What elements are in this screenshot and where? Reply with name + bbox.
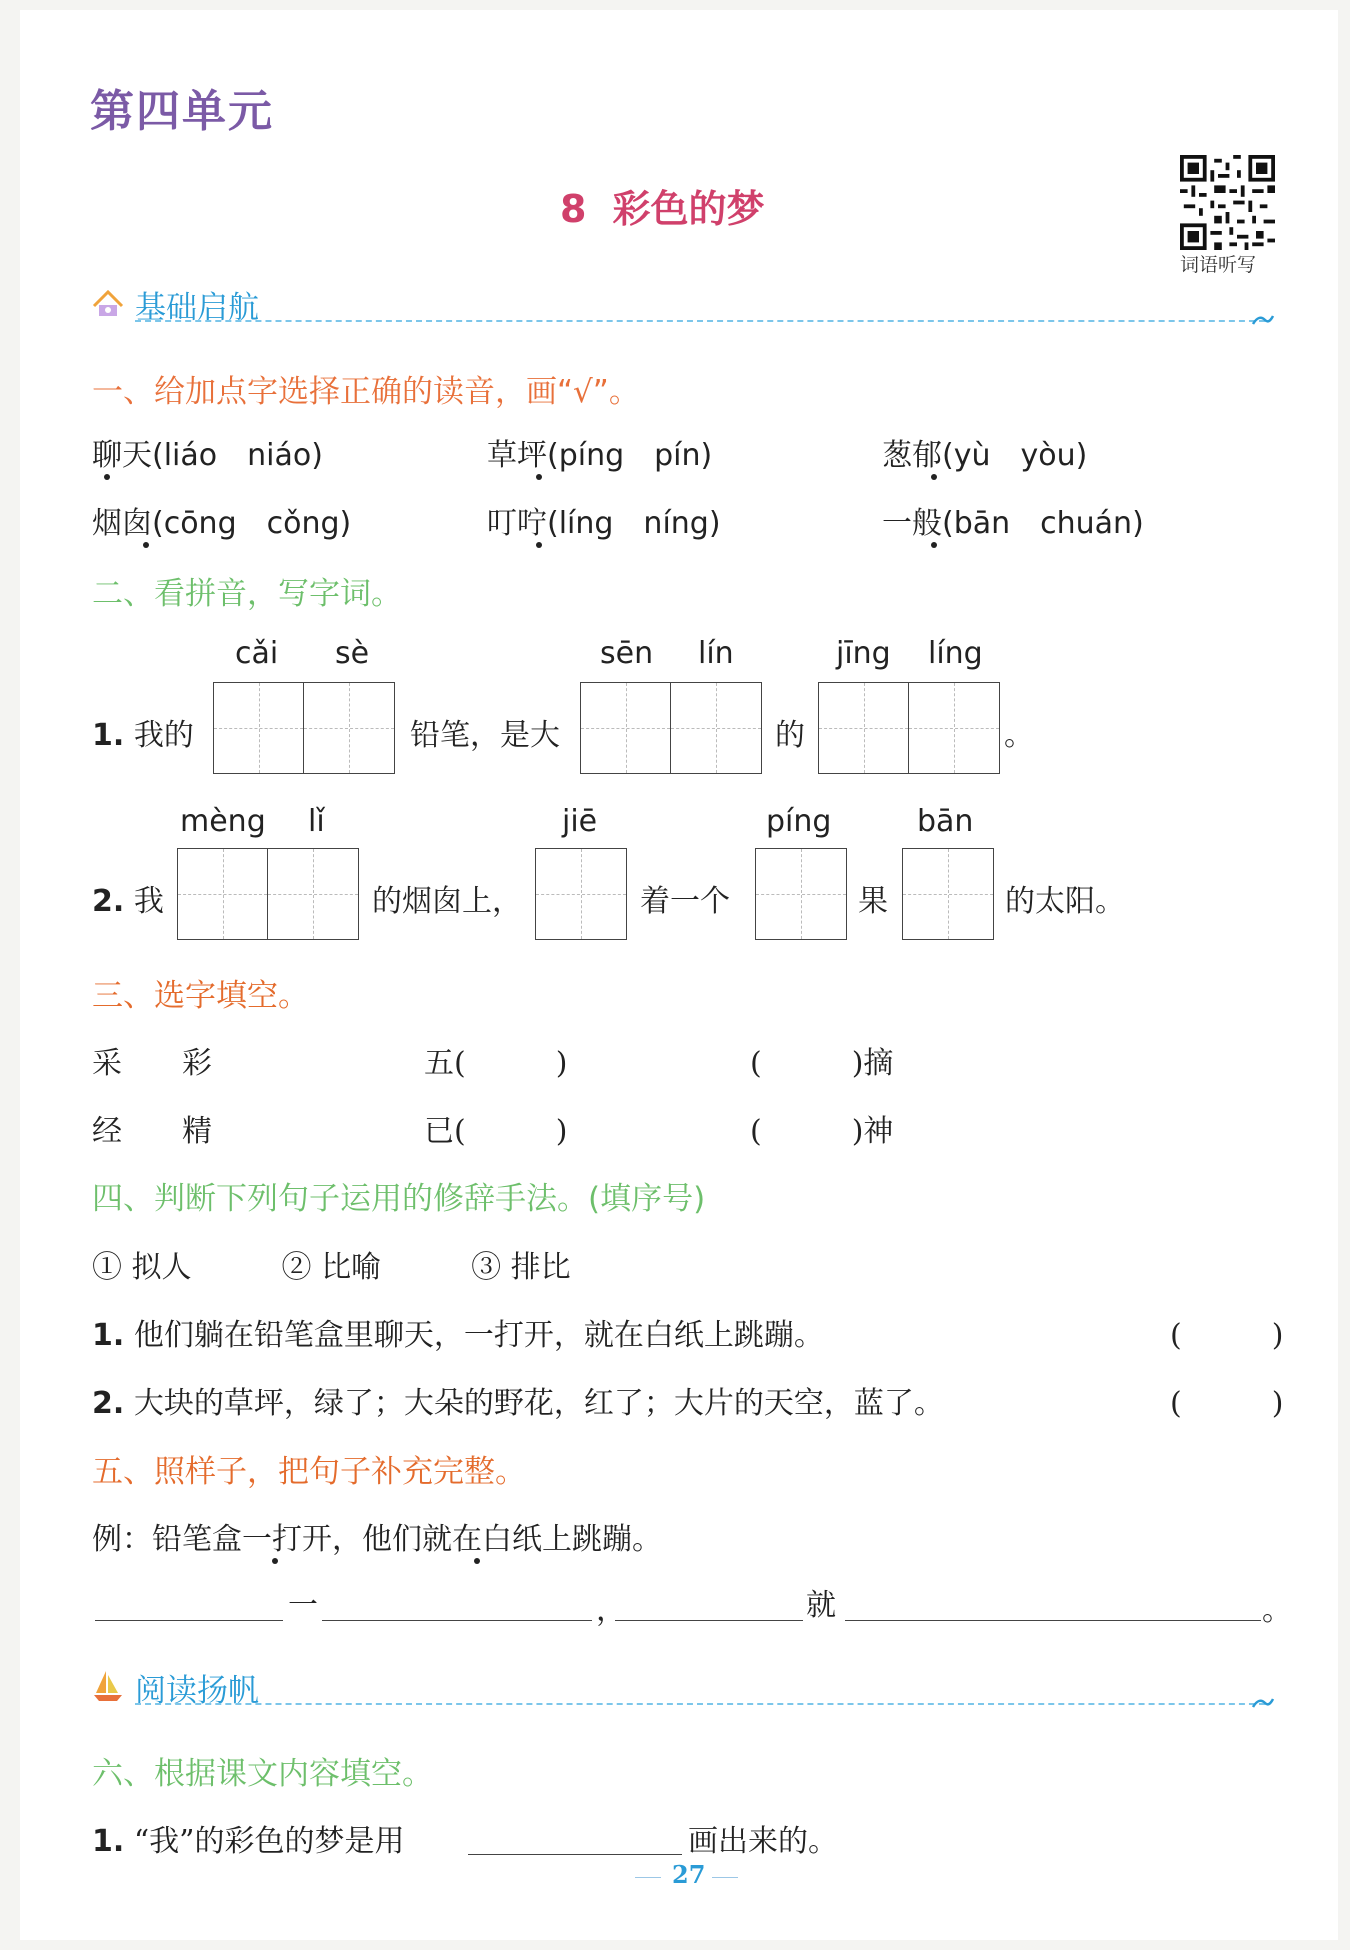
q1-item xyxy=(92,498,351,542)
pinyin: jiē xyxy=(562,804,598,839)
writing-grid[interactable] xyxy=(213,682,395,774)
pinyin: mèng xyxy=(180,804,266,839)
q1-item xyxy=(487,430,712,474)
q1-word: 草坪 xyxy=(487,438,547,473)
answer-paren[interactable]: ( ) xyxy=(1170,1386,1284,1421)
q2-s2 xyxy=(92,876,164,920)
writing-grid[interactable] xyxy=(535,848,627,940)
q1-item xyxy=(92,430,323,474)
item-number: 1. xyxy=(92,1824,125,1859)
q1-item xyxy=(882,430,1087,474)
connector-word: 就 xyxy=(806,1588,836,1623)
writing-grid[interactable] xyxy=(902,848,994,940)
section-divider xyxy=(135,1703,1265,1705)
sentence-text: 的太阳。 xyxy=(1005,884,1125,919)
q1-options: (bān chuán) xyxy=(942,506,1144,541)
unit-title: 第四单元 xyxy=(90,86,274,137)
qr-label: 词语听写 xyxy=(1180,254,1257,276)
sentence-text: 画出来的。 xyxy=(688,1824,838,1859)
punctuation: ， xyxy=(596,1593,626,1628)
section-label-basics: 基础启航 xyxy=(135,290,259,326)
section-label-reading: 阅读扬帆 xyxy=(135,1673,259,1709)
sentence-text: 。 xyxy=(1004,718,1034,753)
q1-options: (liáo niáo) xyxy=(152,438,323,473)
pinyin: píng xyxy=(766,804,832,839)
answer-line[interactable] xyxy=(468,1854,682,1855)
fill-blank[interactable]: ( )神 xyxy=(750,1114,894,1149)
answer-paren[interactable]: ( ) xyxy=(1170,1318,1284,1353)
pinyin: lín xyxy=(698,636,734,671)
item-number: 2. xyxy=(92,884,125,919)
sentence-text: 他们躺在铅笔盒里聊天，一打开，就在白纸上跳蹦。 xyxy=(133,1318,824,1353)
fill-blank[interactable]: 已( ) xyxy=(424,1114,568,1149)
q2-heading: 二、看拼音，写字词。 xyxy=(92,576,402,612)
q3-heading: 三、选字填空。 xyxy=(92,978,309,1014)
emphasis-dot xyxy=(536,474,542,480)
writing-grid[interactable] xyxy=(755,848,847,940)
answer-line[interactable] xyxy=(322,1620,592,1621)
fill-blank[interactable]: ( )摘 xyxy=(750,1046,894,1081)
pinyin: lǐ xyxy=(308,804,325,839)
wave-icon xyxy=(1251,310,1275,328)
pinyin: líng xyxy=(928,636,983,671)
q1-heading: 一、给加点字选择正确的读音，画“√”。 xyxy=(92,374,640,410)
q6-s1 xyxy=(92,1816,405,1860)
pinyin: sēn xyxy=(600,636,654,671)
q1-options: (cōng cǒng) xyxy=(152,506,352,541)
sentence-text: 大块的草坪，绿了；大朵的野花，红了；大片的天空，蓝了。 xyxy=(133,1386,944,1421)
sentence-text: 的烟囱上， xyxy=(372,884,522,919)
example-sentence: 例：铅笔盒一打开，他们就在白纸上跳蹦。 xyxy=(92,1522,662,1557)
q1-word: 一般 xyxy=(882,506,942,541)
item-number: 1. xyxy=(92,1318,125,1353)
sailboat-icon xyxy=(90,1667,126,1703)
q1-item xyxy=(487,498,721,542)
sentence-text: 我的 xyxy=(133,718,194,753)
q1-word: 聊天 xyxy=(92,438,152,473)
footer-rule xyxy=(712,1877,738,1878)
rhetoric-options: ① 拟人 ② 比喻 ③ 排比 xyxy=(92,1250,571,1285)
punctuation: 。 xyxy=(1262,1593,1292,1628)
q2-s1 xyxy=(92,710,194,754)
sentence-text: 的 xyxy=(775,718,805,753)
char-pair: 经 精 xyxy=(92,1114,212,1149)
item-number: 2. xyxy=(92,1386,125,1421)
lesson-name: 彩色的梦 xyxy=(612,187,765,231)
answer-line[interactable] xyxy=(95,1620,283,1621)
q1-options: (píng pín) xyxy=(547,438,713,473)
emphasis-dot xyxy=(272,1558,278,1564)
qr-code-icon[interactable] xyxy=(1180,155,1275,250)
q4-heading: 四、判断下列句子运用的修辞手法。(填序号) xyxy=(92,1181,706,1217)
emphasis-dot xyxy=(104,474,110,480)
q5-heading: 五、照样子，把句子补充完整。 xyxy=(92,1454,526,1490)
writing-grid[interactable] xyxy=(177,848,359,940)
section-bar-reading xyxy=(90,1665,1275,1709)
char-pair: 采 彩 xyxy=(92,1046,212,1081)
pinyin: jīng xyxy=(836,636,891,671)
q1-word: 叮咛 xyxy=(487,506,547,541)
q1-options: (líng níng) xyxy=(547,506,721,541)
house-icon xyxy=(90,284,126,320)
q4-s1 xyxy=(92,1310,824,1354)
lesson-title xyxy=(560,178,764,233)
q1-word: 葱郁 xyxy=(882,438,942,473)
pinyin: bān xyxy=(917,804,974,839)
emphasis-dot xyxy=(474,1558,480,1564)
sentence-text: “我”的彩色的梦是用 xyxy=(133,1824,405,1859)
footer-rule xyxy=(635,1877,661,1878)
q6-heading: 六、根据课文内容填空。 xyxy=(92,1756,433,1792)
sentence-text: 着一个 xyxy=(640,884,730,919)
sentence-text: 铅笔，是大 xyxy=(410,718,560,753)
sentence-text: 果 xyxy=(858,884,888,919)
q1-word: 烟囱 xyxy=(92,506,152,541)
writing-grid[interactable] xyxy=(580,682,762,774)
q1-item xyxy=(882,498,1144,542)
sentence-text: 我 xyxy=(133,884,164,919)
emphasis-dot xyxy=(143,542,149,548)
answer-line[interactable] xyxy=(615,1620,803,1621)
pinyin: cǎi xyxy=(235,636,279,671)
lesson-number: 8 xyxy=(560,187,587,231)
connector-word: 一 xyxy=(288,1588,318,1623)
answer-line[interactable] xyxy=(845,1620,1261,1621)
emphasis-dot xyxy=(536,542,542,548)
section-divider xyxy=(135,320,1265,322)
pinyin: sè xyxy=(335,636,370,671)
wave-icon xyxy=(1251,1693,1275,1711)
section-bar-basics xyxy=(90,282,1275,326)
q4-s2 xyxy=(92,1378,944,1422)
emphasis-dot xyxy=(931,542,937,548)
page-number: 27 xyxy=(672,1860,706,1889)
fill-blank[interactable]: 五( ) xyxy=(424,1046,568,1081)
q1-options: (yù yòu) xyxy=(942,438,1088,473)
emphasis-dot xyxy=(931,474,937,480)
item-number: 1. xyxy=(92,718,125,753)
writing-grid[interactable] xyxy=(818,682,1000,774)
